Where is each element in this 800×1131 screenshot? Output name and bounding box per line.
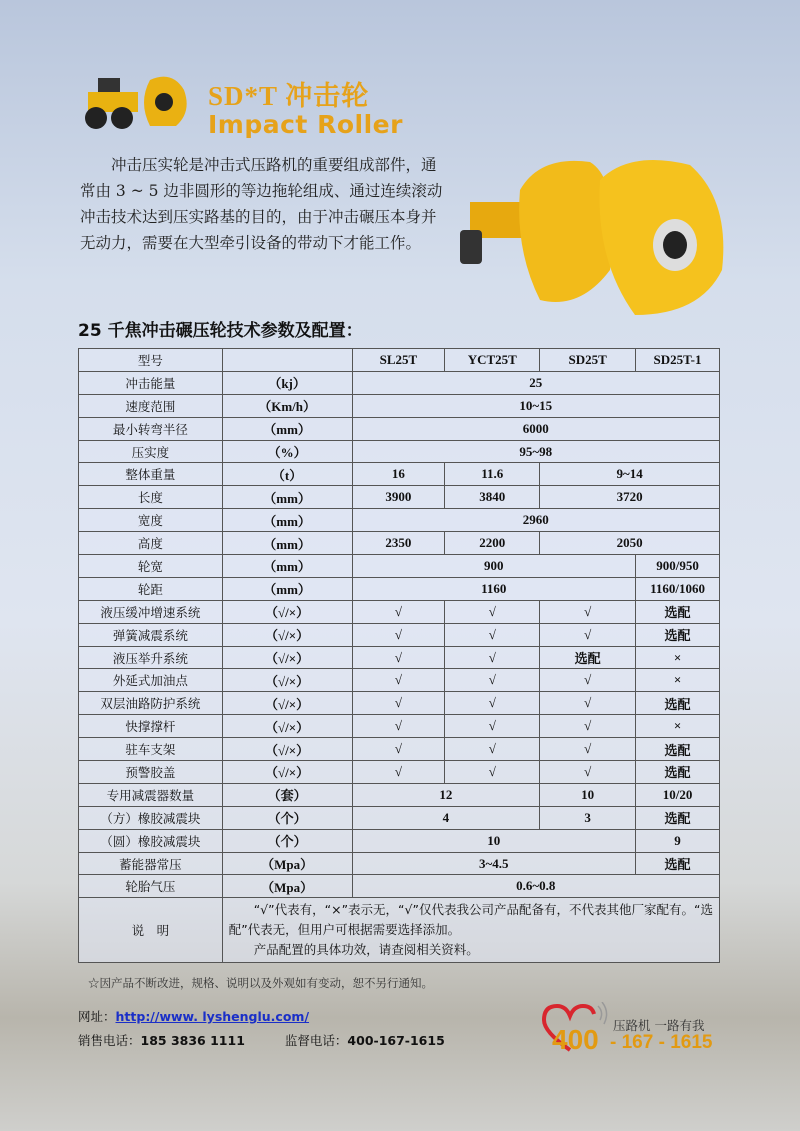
table-row (79, 371, 720, 394)
hotline-prefix: 400 (552, 1024, 599, 1055)
sales-phone: 185 3836 1111 (140, 1033, 245, 1048)
row-label: 轮距 (79, 577, 223, 600)
value-cell: √ (540, 669, 636, 692)
value-cell: SL25T (352, 349, 445, 372)
value-cell: 选配 (636, 852, 720, 875)
website-label: 网址： (78, 1009, 116, 1024)
intro-paragraph: 冲击压实轮是冲击式压路机的重要组成部件，通常由 3 ~ 5 边非圆形的等边拖轮组成、通过连续滚动冲击技术达到压实路基的目的，由于冲击碾压本身并无动力，需要在大型牵引设备的带动下才能工作。 (80, 156, 443, 252)
value-cell: 6000 (352, 417, 720, 440)
unit-cell: （√/×） (222, 600, 352, 623)
value-cell: 选配 (540, 646, 636, 669)
unit-cell: （Km/h） (222, 394, 352, 417)
row-label: 驻车支架 (79, 738, 223, 761)
table-row (79, 783, 720, 806)
value-cell: 选配 (636, 600, 720, 623)
value-cell: 10/20 (636, 783, 720, 806)
unit-cell: （mm） (222, 486, 352, 509)
row-label: 长度 (79, 486, 223, 509)
value-cell: 1160/1060 (636, 577, 720, 600)
value-cell: SD25T-1 (636, 349, 720, 372)
unit-cell: （mm） (222, 577, 352, 600)
value-cell: 选配 (636, 738, 720, 761)
value-cell: √ (352, 623, 445, 646)
row-label: 高度 (79, 532, 223, 555)
row-label: 压实度 (79, 440, 223, 463)
value-cell: 3900 (352, 486, 445, 509)
value-cell: √ (540, 761, 636, 784)
value-cell: √ (352, 600, 445, 623)
unit-cell: （√/×） (222, 761, 352, 784)
value-cell: 4 (352, 806, 540, 829)
unit-cell: （√/×） (222, 623, 352, 646)
supervise-phone: 400-167-1615 (347, 1033, 445, 1048)
row-label: 速度范围 (79, 394, 223, 417)
note-text (222, 898, 719, 963)
roller-logo-image (80, 72, 192, 132)
value-cell: √ (352, 646, 445, 669)
value-cell: 25 (352, 371, 720, 394)
supervise-label: 监督电话： (284, 1033, 348, 1048)
table-row (79, 509, 720, 532)
value-cell: 选配 (636, 761, 720, 784)
row-label: 冲击能量 (79, 371, 223, 394)
value-cell: 900 (352, 555, 636, 578)
value-cell: 3~4.5 (352, 852, 636, 875)
table-row (79, 600, 720, 623)
row-label: 宽度 (79, 509, 223, 532)
value-cell: 2960 (352, 509, 720, 532)
unit-cell: （mm） (222, 417, 352, 440)
brand-title (208, 74, 403, 137)
value-cell: 选配 (636, 692, 720, 715)
table-row (79, 555, 720, 578)
unit-cell: （个） (222, 829, 352, 852)
impact-roller-image (460, 150, 735, 320)
value-cell: √ (352, 692, 445, 715)
unit-cell: （Mpa） (222, 852, 352, 875)
value-cell: × (636, 669, 720, 692)
table-row (79, 715, 720, 738)
value-cell: YCT25T (445, 349, 540, 372)
table-row (79, 532, 720, 555)
unit-cell: （套） (222, 783, 352, 806)
value-cell: 95~98 (352, 440, 720, 463)
value-cell: √ (540, 692, 636, 715)
value-cell: √ (540, 623, 636, 646)
row-label: 预警胶盖 (79, 761, 223, 784)
table-row (79, 646, 720, 669)
value-cell: √ (445, 600, 540, 623)
note-label: 说 明 (79, 898, 223, 963)
unit-cell: （个） (222, 806, 352, 829)
table-row (79, 806, 720, 829)
title-cn: SD*T 冲击轮 (208, 81, 370, 111)
value-cell: 10~15 (352, 394, 720, 417)
spec-table (78, 348, 720, 963)
row-label: 外延式加油点 (79, 669, 223, 692)
unit-cell (222, 349, 352, 372)
row-label: 液压举升系统 (79, 646, 223, 669)
table-row (79, 669, 720, 692)
value-cell: 2350 (352, 532, 445, 555)
table-row (79, 852, 720, 875)
website-link[interactable]: http://www. lyshenglu.com/ (115, 1009, 310, 1024)
value-cell: √ (540, 738, 636, 761)
row-label: 轮宽 (79, 555, 223, 578)
table-row (79, 463, 720, 486)
unit-cell: （mm） (222, 532, 352, 555)
table-row (79, 394, 720, 417)
value-cell: √ (445, 692, 540, 715)
row-label: （圆）橡胶减震块 (79, 829, 223, 852)
value-cell: √ (540, 600, 636, 623)
table-row (79, 577, 720, 600)
table-row (79, 738, 720, 761)
value-cell: × (636, 715, 720, 738)
unit-cell: （kj） (222, 371, 352, 394)
value-cell: 12 (352, 783, 540, 806)
row-label: 快撑撑杆 (79, 715, 223, 738)
row-label: 蓄能器常压 (79, 852, 223, 875)
unit-cell: （√/×） (222, 715, 352, 738)
unit-cell: （Mpa） (222, 875, 352, 898)
value-cell: √ (352, 761, 445, 784)
disclaimer: ☆因产品不断改进，规格、说明以及外观如有变动，恕不另行通知。 (88, 976, 433, 990)
row-label: 液压缓冲增速系统 (79, 600, 223, 623)
row-label: 专用减震器数量 (79, 783, 223, 806)
value-cell: √ (540, 715, 636, 738)
unit-cell: （t） (222, 463, 352, 486)
row-label: 整体重量 (79, 463, 223, 486)
unit-cell: （√/×） (222, 669, 352, 692)
table-row (79, 623, 720, 646)
table-title: 25 千焦冲击碾压轮技术参数及配置： (78, 321, 363, 341)
value-cell: √ (445, 738, 540, 761)
value-cell: 10 (352, 829, 636, 852)
unit-cell: （mm） (222, 555, 352, 578)
sales-label: 销售电话： (78, 1033, 141, 1048)
value-cell: 2050 (540, 532, 720, 555)
table-row (79, 692, 720, 715)
value-cell: √ (352, 715, 445, 738)
row-label: （方）橡胶减震块 (79, 806, 223, 829)
value-cell: √ (445, 715, 540, 738)
hotline-number: - 167 - 1615 (610, 1032, 713, 1053)
value-cell: 选配 (636, 623, 720, 646)
value-cell: √ (352, 669, 445, 692)
row-label: 型号 (79, 349, 223, 372)
table-row (79, 875, 720, 898)
table-row (79, 349, 720, 372)
value-cell: 1160 (352, 577, 636, 600)
value-cell: × (636, 646, 720, 669)
row-label: 最小转弯半径 (79, 417, 223, 440)
value-cell: 10 (540, 783, 636, 806)
value-cell: √ (445, 761, 540, 784)
table-row (79, 761, 720, 784)
value-cell: 0.6~0.8 (352, 875, 720, 898)
unit-cell: （√/×） (222, 692, 352, 715)
row-label: 弹簧减震系统 (79, 623, 223, 646)
table-row (79, 486, 720, 509)
value-cell: 3720 (540, 486, 720, 509)
unit-cell: （√/×） (222, 646, 352, 669)
note-line: 产品配置的具体功效，请查阅相关资料。 (228, 942, 479, 958)
title-en: Impact Roller (208, 110, 403, 139)
row-label: 双层油路防护系统 (79, 692, 223, 715)
note-row (79, 898, 720, 963)
value-cell: 9~14 (540, 463, 720, 486)
value-cell: SD25T (540, 349, 636, 372)
value-cell: 3840 (445, 486, 540, 509)
unit-cell: （√/×） (222, 738, 352, 761)
value-cell: 900/950 (636, 555, 720, 578)
value-cell: 3 (540, 806, 636, 829)
note-line: “√”代表有，“×”表示无，“√”仅代表我公司产品配备有，不代表其他厂家配有。“选配”代表无，但用户可根据需要选择添加。 (228, 902, 713, 938)
unit-cell: （mm） (222, 509, 352, 532)
table-row (79, 417, 720, 440)
table-row (79, 440, 720, 463)
value-cell: 选配 (636, 806, 720, 829)
table-row (79, 829, 720, 852)
hotline-logo (540, 1000, 720, 1060)
value-cell: 16 (352, 463, 445, 486)
value-cell: 2200 (445, 532, 540, 555)
unit-cell: （%） (222, 440, 352, 463)
value-cell: 9 (636, 829, 720, 852)
value-cell: √ (445, 623, 540, 646)
row-label: 轮胎气压 (79, 875, 223, 898)
value-cell: √ (352, 738, 445, 761)
hotline-slogan: 压路机 一路有我 (613, 1018, 705, 1033)
value-cell: √ (445, 669, 540, 692)
value-cell: √ (445, 646, 540, 669)
value-cell: 11.6 (445, 463, 540, 486)
contact-info (78, 1005, 445, 1053)
